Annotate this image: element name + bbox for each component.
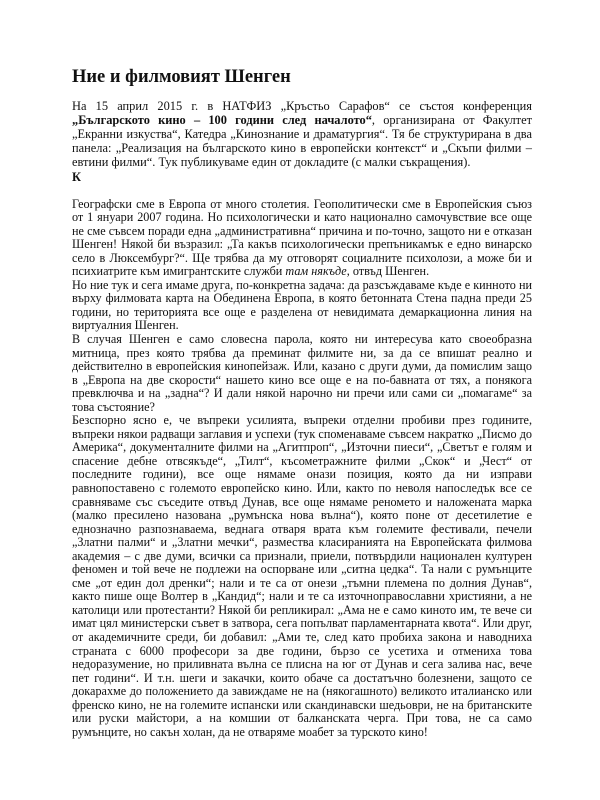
paragraph-1-italic: там някъде <box>285 264 347 279</box>
author-initial: К <box>72 169 81 184</box>
body-paragraph-3: В случая Шенген е само словесна парола, която ни интересува като своеобразна митница, през която трябва да преминат филмите ни, за да се впишат реално и действително в европейския кинопейзаж. Или, казано с други думи, да помислим защо в „Европа на две скорости“ нашето кино все още е на по-бавната от тях, а понякога превключва и на „задна“? И дали някой нарочно ни пречи или сами си „помагаме“ за това състояние? <box>72 332 532 414</box>
body-paragraph-2: Но ние тук и сега имаме друга, по-конкретна задача: да разсъждаваме къде е кинното ни върху филмовата карта на Обединена Европа, в която бетонната Стена падна преди 25 години, но територията все още е разделена от невидимата демаркационна линия на виртуалния Шенген. <box>72 277 532 333</box>
intro-text-end: , организирана от Факултет „Екранни изкуства“, Катедра „Кинознание и драматургия“. Тя бе структурирана в два панела: „Реализация на българското кино в европейски контекст“ и „Скъпи филми – евтини филми“. Тук публикуваме един от докладите (с малки съкращения). <box>72 112 532 169</box>
article-intro <box>72 100 532 170</box>
article-title: Ние и филмовият Шенген <box>72 67 291 87</box>
intro-text-start: На 15 април 2015 г. в НАТФИЗ „Кръстьо Сарафов“ се състоя конференция <box>72 99 532 113</box>
body-paragraph-4: Безспорно ясно е, че въпреки усилията, въпреки отделни пробиви през годините, въпреки някои радващи заглавия и успехи (тук споменаваме съвсем накратко „Писмо до Америка“, документалните филми на „Агитпроп“, „Източни пиеси“, „Светът е голям и спасение дебне отвсякъде“, „Тилт“, късометражните филми „Скок“ и „Чест“ от последните години), все още нямаме онази позиция, която да ни изправи равнопоставено с големото европейско кино. Или, както по неволя напоследък все се сравняваме със съседите отвъд Дунав, все още нямаме реномето и наложената марка (малко пресилено назована „румънска нова вълна“), която поне от десетилетие е еднозначно разпознаваема, веднага отваря врата към големите фестивали, печели „Златни палми“ и „Златни мечки“, размества класиранията на Европейската филмова академия – с две думи, всички са признали, приели, потвърдили националeн културен феномен и той вече не подлежи на оспорване или „ситна цедка“. Та нали с румънците сме „от един дол дренки“; нали и те са от онези „тъмни племена по долния Дунав“, както пише още Волтер в „Кандид“; нали и те са източноправославни християни, а не католици или протестанти? Някой би репликирал: „Ама не е само киното им, те вече си имат цял министерски съвет в затвора, сега попълват парламентарната квота“. Или друг, от академичните среди, би добавил: „Ами те, след като пробиха закона и наводниха страната с 6000 професори за две години, бързо се усетиха и отмениха това недоразумение, но приливната вълна се плисна на юг от Дунав и сега залива нас, вече пет години“. И т.н. шеги и закачки, които обаче са достатъчно болезнени, защото се докарахме до положението да завиждаме не на (някогашното) великото италианско или френско кино, не на големите испански или скандинавски шедьоври, не на британските или руски майстори, а на комшии от балканската черга. При това, не са само румънците, но сакън холан, да не отваряме моабет за турското кино! <box>72 413 532 739</box>
article <box>72 66 532 739</box>
paragraph-1-text-end: , отвъд Шенген. <box>346 264 430 279</box>
conference-title: „Българското кино – 100 години след началото“ <box>72 112 372 127</box>
body-paragraph-1 <box>72 198 532 279</box>
paragraph-1-text-start: Географски сме в Европа от много столетия. Геополитически сме в Европейския съюз от 1 януари 2007 година. Но психологически и като национално самочувствие все още не сме съвсем поради една „административна“ причина и по-точно, защото ни е отказан Шенген! Някой би възразил: „Та какъв психологически препъникамък е едно винарско село в Люксембург?“. Ще трябва да му отговорят социалните психолози, а може би и психиатрите към имигрантските служби <box>72 196 532 279</box>
